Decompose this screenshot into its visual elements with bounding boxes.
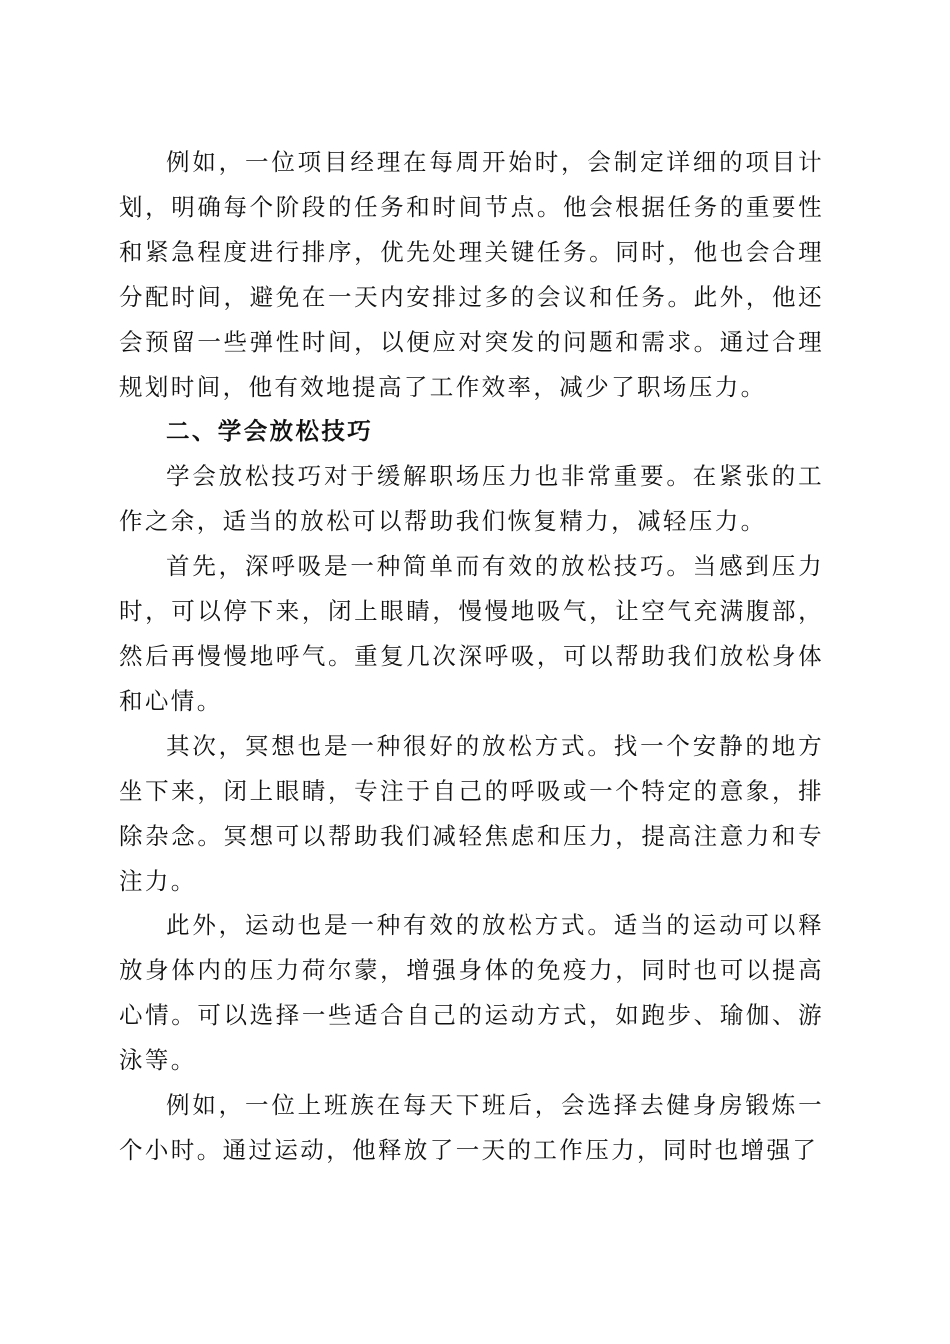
paragraph-relaxation-intro: 学会放松技巧对于缓解职场压力也非常重要。在紧张的工作之余，适当的放松可以帮助我们恢复精力，减轻压力。 [119,462,824,536]
section-heading-relaxation: 二、学会放松技巧 [166,417,374,446]
paragraph-project-manager-example: 例如，一位项目经理在每周开始时，会制定详细的项目计划，明确每个阶段的任务和时间节点。他会根据任务的重要性和紧急程度进行排序，优先处理关键任务。同时，他也会合理分配时间，避免在一天内安排过多的会议和任务。此外，他还会预留一些弹性时间，以便应对突发的问题和需求。通过合理规划时间，他有效地提高了工作效率，减少了职场压力。 [119,148,824,401]
document-body [119,140,824,1173]
paragraph-deep-breathing: 首先，深呼吸是一种简单而有效的放松技巧。当感到压力时，可以停下来，闭上眼睛，慢慢地吸气，让空气充满腹部，然后再慢慢地呼气。重复几次深呼吸，可以帮助我们放松身体和心情。 [119,552,824,715]
paragraph-meditation: 其次，冥想也是一种很好的放松方式。找一个安静的地方坐下来，闭上眼睛，专注于自己的呼吸或一个特定的意象，排除杂念。冥想可以帮助我们减轻焦虑和压力，提高注意力和专注力。 [119,731,824,895]
paragraph-office-worker-example: 例如，一位上班族在每天下班后，会选择去健身房锻炼一个小时。通过运动，他释放了一天的工作压力，同时也增强了 [119,1091,824,1164]
paragraph-exercise: 此外，运动也是一种有效的放松方式。适当的运动可以释放身体内的压力荷尔蒙，增强身体的免疫力，同时也可以提高心情。可以选择一些适合自己的运动方式，如跑步、瑜伽、游泳等。 [119,911,824,1075]
